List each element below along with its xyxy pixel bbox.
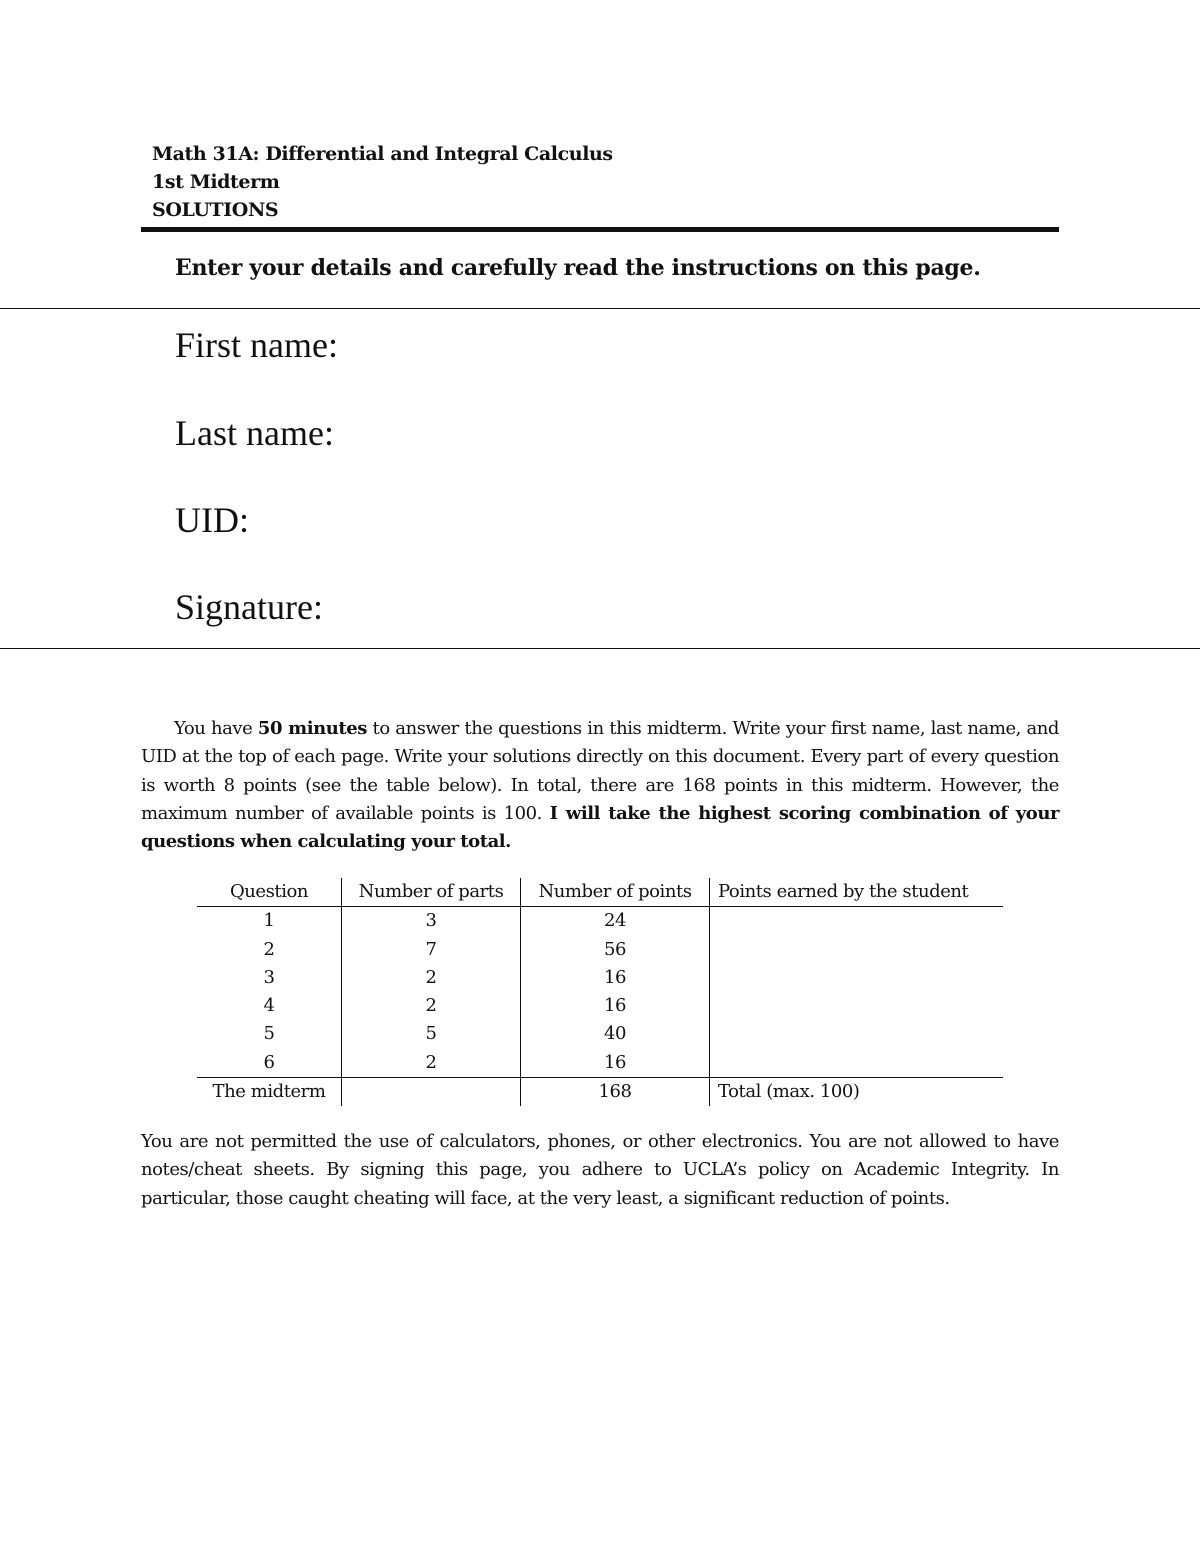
policy-paragraph: You are not permitted the use of calculators, phones, or other electronics. You are not allowed to have notes/cheat sheets. By signing this page, you adhere to UCLA’s policy on Academic Integrity. In particular, those caught cheating will face, at the very least, a significant reduction of points. bbox=[141, 1131, 1059, 1209]
cell-points: 16 bbox=[521, 964, 710, 992]
cell-parts: 3 bbox=[342, 907, 521, 936]
cell-parts: 5 bbox=[342, 1020, 521, 1048]
total-parts bbox=[342, 1078, 521, 1107]
intro-text-2: to answer the questions in this midterm. Write your first name, last name, and UID at the top of each page. Write your solutions directly on this document. Every part of every question is worth 8 points (see the table below). In total, there are 168 points in this midterm. However, the maximum number of available points is 100. bbox=[141, 718, 1059, 824]
exam-header bbox=[152, 140, 1058, 224]
total-label: The midterm bbox=[197, 1078, 342, 1107]
total-points: 168 bbox=[521, 1078, 710, 1107]
column-header-parts: Number of parts bbox=[342, 878, 521, 907]
instructions-heading: Enter your details and carefully read the instructions on this page. bbox=[175, 255, 981, 281]
cell-question: 4 bbox=[197, 992, 342, 1020]
cell-points: 16 bbox=[521, 1049, 710, 1078]
cell-parts: 2 bbox=[342, 964, 521, 992]
cell-earned bbox=[710, 992, 1004, 1020]
solutions-label: SOLUTIONS bbox=[152, 199, 279, 221]
cell-parts: 2 bbox=[342, 992, 521, 1020]
cell-earned bbox=[710, 964, 1004, 992]
last-name-label: Last name: bbox=[175, 413, 334, 453]
cell-question: 1 bbox=[197, 907, 342, 936]
intro-text-1: You have bbox=[174, 718, 258, 739]
table-row bbox=[197, 1020, 1003, 1048]
cell-question: 2 bbox=[197, 936, 342, 964]
table-row bbox=[197, 907, 1003, 936]
cell-points: 40 bbox=[521, 1020, 710, 1048]
cell-points: 56 bbox=[521, 936, 710, 964]
table-row bbox=[197, 1049, 1003, 1078]
cell-parts: 2 bbox=[342, 1049, 521, 1078]
cell-question: 5 bbox=[197, 1020, 342, 1048]
cell-earned bbox=[710, 1049, 1004, 1078]
cell-parts: 7 bbox=[342, 936, 521, 964]
cell-earned bbox=[710, 1020, 1004, 1048]
column-header-earned: Points earned by the student bbox=[710, 878, 1004, 907]
points-table bbox=[197, 878, 1003, 1106]
table-total-row bbox=[197, 1078, 1003, 1107]
details-bottom-rule bbox=[0, 648, 1200, 649]
column-header-points: Number of points bbox=[521, 878, 710, 907]
intro-scoring-note: I will take the highest scoring combination of your questions when calculating your total. bbox=[141, 802, 1059, 853]
table-header-row bbox=[197, 878, 1003, 907]
cell-earned bbox=[710, 907, 1004, 936]
course-title: Math 31A: Differential and Integral Calculus bbox=[152, 143, 613, 165]
cell-question: 6 bbox=[197, 1049, 342, 1078]
cell-points: 24 bbox=[521, 907, 710, 936]
signature-label: Signature: bbox=[175, 587, 323, 627]
total-earned-label: Total (max. 100) bbox=[710, 1078, 1004, 1107]
table-row bbox=[197, 936, 1003, 964]
details-top-rule bbox=[0, 308, 1200, 309]
table-row bbox=[197, 992, 1003, 1020]
intro-paragraph bbox=[141, 715, 1059, 856]
intro-time-limit: 50 minutes bbox=[257, 718, 367, 739]
uid-label: UID: bbox=[175, 500, 249, 540]
header-rule bbox=[141, 227, 1059, 232]
exam-title: 1st Midterm bbox=[152, 171, 280, 193]
first-name-label: First name: bbox=[175, 325, 338, 365]
table-row bbox=[197, 964, 1003, 992]
column-header-question: Question bbox=[197, 878, 342, 907]
cell-earned bbox=[710, 936, 1004, 964]
cell-points: 16 bbox=[521, 992, 710, 1020]
cell-question: 3 bbox=[197, 964, 342, 992]
